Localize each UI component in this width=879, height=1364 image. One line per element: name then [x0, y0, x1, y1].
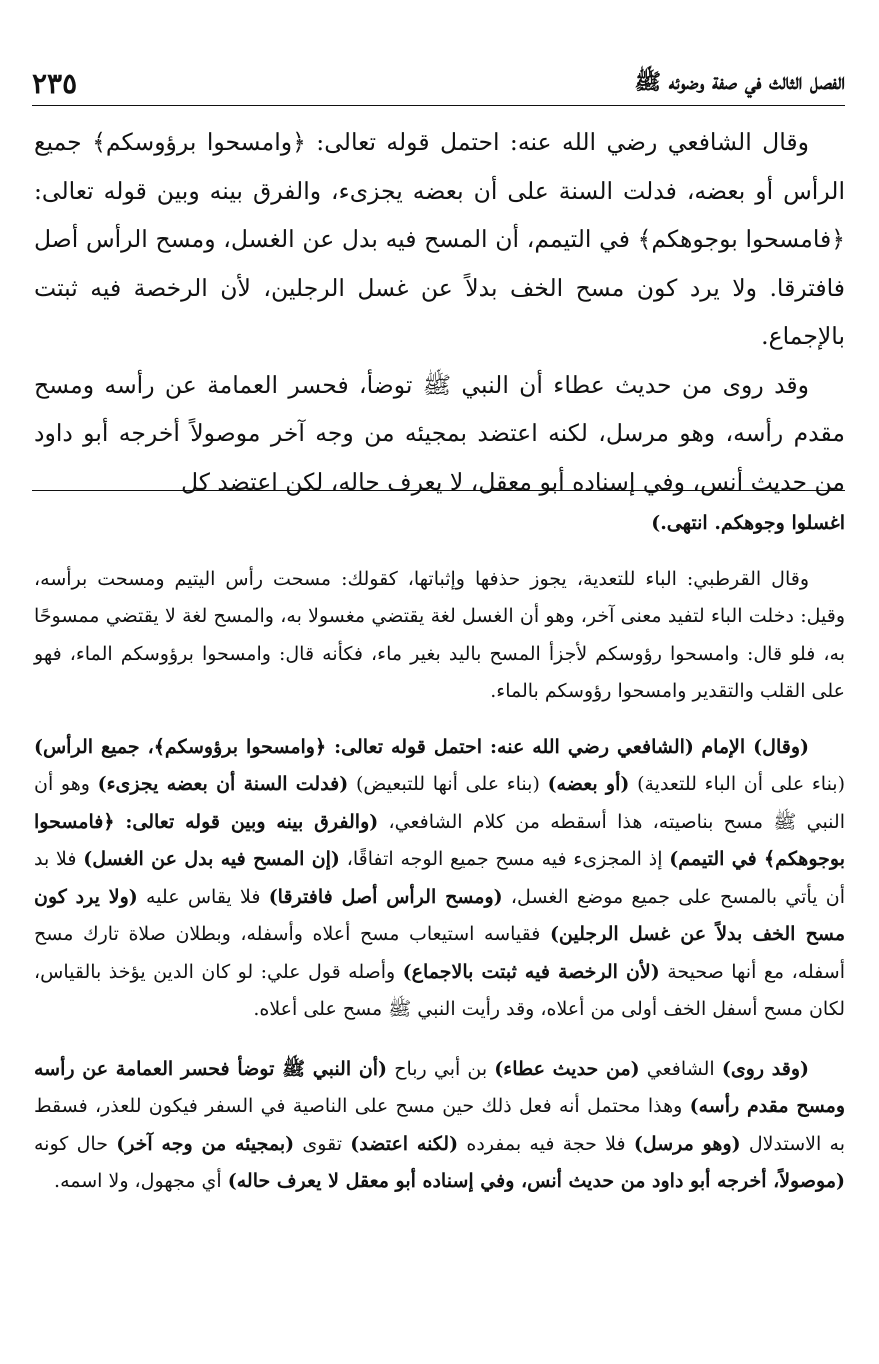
main-text-paragraph-2: وقد روى من حديث عطاء أن النبي ﷺ توضأ، فحسر العمامة عن رأسه ومسح مقدم رأسه، وهو مرسل، لكنه اعتضد بمجيئه من وجه آخر موصولاً أخرجه أبو داود من حديث أنس، وفي إسناده أبو معقل، لا يعرف حاله، لكن اعتضد كل — [34, 370, 845, 496]
gloss: فلا بد أن يأتي بالمسح على جميع موضع الغسل، — [34, 848, 846, 908]
quote: (موصولاً، أخرجه أبو داود من حديث أنس، وفي إسناده أبو معقل لا يعرف حاله) — [227, 1170, 845, 1192]
gloss: إذ المجزىء فيه مسح جميع الوجه اتفاقًا، — [346, 848, 663, 870]
gloss: (بناء على أنها للتبعيض) — [355, 773, 540, 795]
quote: (لأن الرخصة فيه ثبتت بالاجماع) — [402, 960, 660, 983]
commentary-continuation — [34, 505, 845, 543]
gloss: فلا حجة فيه بمفرده — [466, 1132, 626, 1155]
quote: (وهو مرسل) — [633, 1132, 741, 1155]
commentary-paragraph-shafii — [34, 729, 845, 1029]
gloss: الشافعي — [646, 1057, 715, 1080]
continuation-text: اغسلوا وجوهكم. انتهى.) — [651, 512, 845, 534]
quote: (والفرق بينه وبين قوله تعالى: ﴿فامسحوا بوجوهكم﴾ في التيمم) — [34, 810, 845, 870]
quote: (وقال) الإمام — [701, 735, 809, 758]
page-header — [32, 58, 845, 100]
quote: (فدلت السنة أن بعضه يجزىء) — [97, 773, 349, 795]
quote: (ومسح الرأس أصل فافترقا) — [268, 885, 503, 908]
quote: (لكنه اعتضد) — [350, 1132, 459, 1155]
gloss: أي مجهول، ولا اسمه. — [54, 1170, 222, 1192]
gloss: (بناء على أن الباء للتعدية) — [637, 773, 845, 795]
quote: (وقد روى) — [721, 1057, 809, 1080]
gloss: فلا يقاس عليه — [146, 885, 261, 908]
main-text — [34, 118, 845, 506]
main-text-paragraph-1: وقال الشافعي رضي الله عنه: احتمل قوله تعالى: ﴿وامسحوا برؤوسكم﴾ جميع الرأس أو بعضه، فدلت السنة على أن بعضه يجزىء، والفرق بينه وبين قوله تعالى: ﴿فامسحوا بوجوهكم﴾ في التيمم، أن المسح فيه بدل عن الغسل، ومسح الرأس أصل فافترقا. ولا يرد كون مسح الخف بدلاً عن غسل الرجلين، لأن الرخصة فيه ثبتت بالإجماع. — [34, 128, 845, 350]
gloss: وهذا محتمل أنه فعل ذلك حين مسح على الناصية في السفر فيكون للعذر، فسقط به الاستدلال — [34, 1095, 845, 1155]
gloss: بن أبي رباح — [394, 1057, 488, 1080]
quote: (أو بعضه) — [547, 773, 630, 795]
quote: (إن المسح فيه بدل عن الغسل) — [83, 848, 340, 870]
commentary-paragraph-ata — [34, 1051, 845, 1201]
gloss: وأصله قول علي: لو كان الدين يؤخذ بالقياس، لكان مسح أسفل الخف أولى من أعلاه، وقد رأيت النبي ﷺ مسح على أعلاه. — [34, 960, 845, 1020]
gloss: فقياسه استيعاب مسح أعلاه وأسفله، وبطلان صلاة تارك مسح أسفله، مع أنها صحيحة — [34, 923, 845, 983]
quote: (الشافعي رضي الله عنه: احتمل قوله تعالى: ﴿وامسحوا برؤوسكم﴾، جميع الرأس) — [34, 735, 694, 758]
gloss: وهو أن النبي ﷺ مسح بناصيته، هذا أسقطه من كلام الشافعي، — [34, 773, 845, 833]
commentary-separator — [32, 490, 845, 491]
header-rule — [32, 105, 845, 106]
quote: (أن النبي ﷺ توضأ فحسر العمامة عن رأسه ومسح مقدم رأسه) — [34, 1057, 846, 1117]
quote: (بمجيئه من وجه آخر) — [116, 1132, 295, 1155]
gloss: تقوى — [302, 1132, 342, 1155]
quote: (ولا يرد كون مسح الخف بدلاً عن غسل الرجلين) — [34, 885, 845, 945]
quote: (من حديث عطاء) — [494, 1057, 640, 1080]
gloss: حال كونه — [34, 1132, 108, 1155]
commentary — [34, 505, 845, 1201]
commentary-paragraph-qurtubi: وقال القرطبي: الباء للتعدية، يجوز حذفها وإثباتها، كقولك: مسحت رأس اليتيم ومسحت برأسه، وقيل: دخلت الباء لتفيد معنى آخر، وهو أن الغسل لغة يقتضي مغسولا به، والمسح لغة لا يقتضي ممسوحًا به، فلو قال: وامسحوا رؤوسكم لأجزأ المسح باليد بغير ماء، فكأنه قال: وامسحوا برؤوسكم الماء، فهو على القلب والتقدير وامسحوا رؤوسكم بالماء. — [34, 567, 845, 702]
running-title: الفصل الثالث في صفة وضوئه ﷺ — [634, 69, 845, 95]
page-number: ٢٣٥ — [32, 67, 78, 100]
